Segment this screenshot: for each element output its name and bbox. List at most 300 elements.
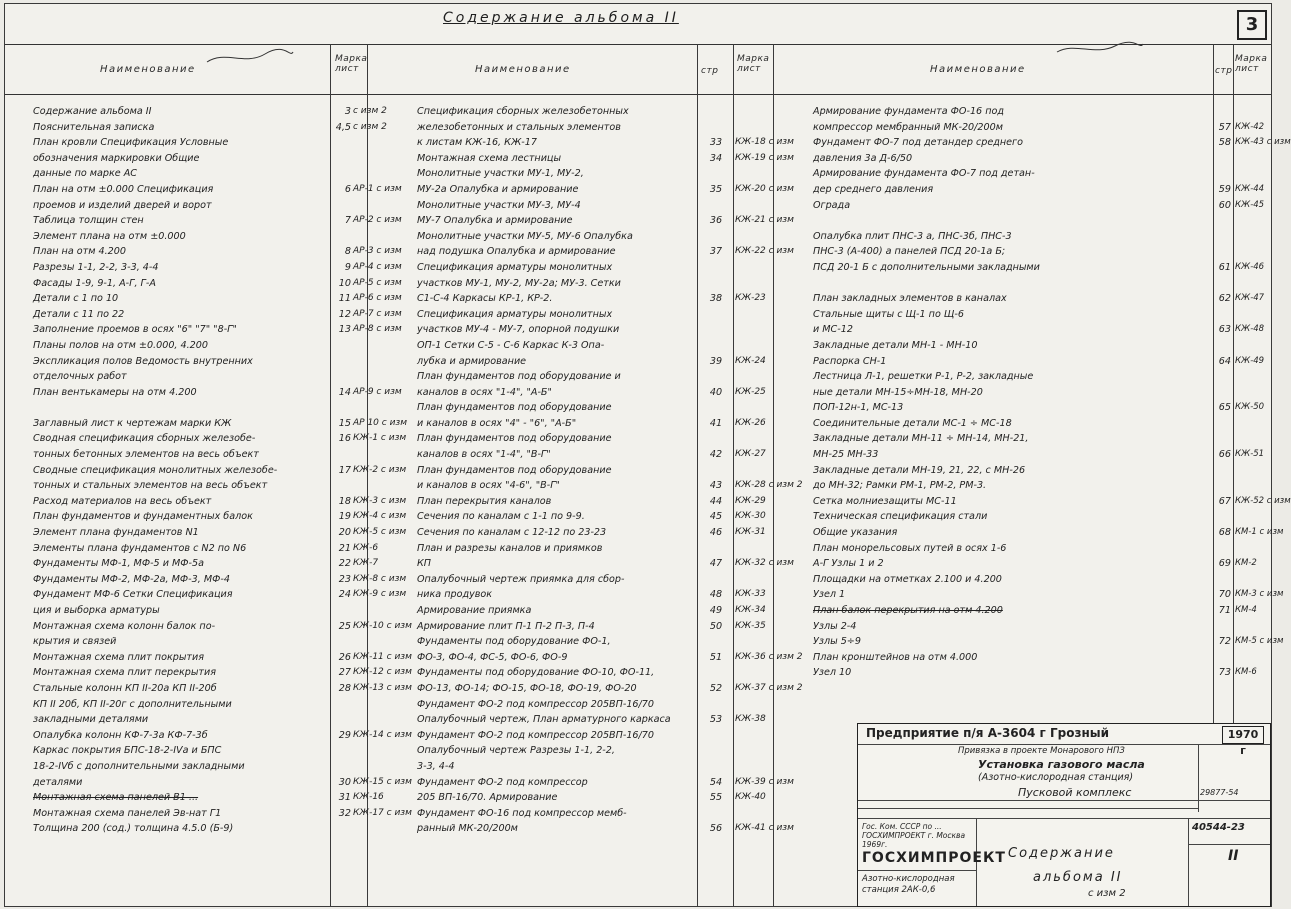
list-item-page: 19 [338,511,351,523]
list-item-mark: КЖ-8 с изм [353,573,407,584]
list-item-mark [353,447,419,463]
list-item-page: 21 [338,542,351,554]
signature-scribble [1055,40,1145,58]
list-item-name: КП II 20б, КП II-20г с дополнительными [33,698,232,710]
list-item-name: Фундамент ФО-2 под компрессор [417,776,588,788]
list-item-name: План закладных элементов в каналах [813,293,1007,305]
list-item-page: 44 [709,495,723,507]
list-item-page: 32 [338,807,351,819]
list-item-page: 67 [1218,495,1231,507]
list-item-mark: КЖ-40 [735,792,766,803]
list-item-name: к листам КЖ-16, КЖ-17 [417,137,537,149]
list-item-page: 15 [338,417,351,429]
list-item-name: отделочных работ [33,371,127,383]
list-item-name: Монтажная схема панелей В1 ... [33,792,199,804]
list-item-name: ПОП-12н-1, МС-13 [813,402,904,414]
list-item-mark [353,759,419,775]
list-item-page: 17 [338,464,351,476]
list-item-page [699,728,733,744]
list-item-page [331,634,351,650]
list-item-name: дер среднего давления [813,183,934,195]
list-item-name [813,213,1211,229]
list-item-page [1195,369,1231,385]
list-item-mark: КЖ-16 [353,792,384,803]
list-item-name: участков МУ-4 - МУ-7, опорной подушки [417,324,620,336]
list-item-mark: КЖ-31 [735,527,766,538]
list-item-mark: АР-9 с изм [353,386,402,397]
list-item-mark [1235,307,1271,323]
col3-names [813,104,1211,681]
list-item-mark: АР 10 с изм [353,417,407,428]
list-item-page [699,338,733,354]
list-item-name: Опалубка плит ПНС-3 а, ПНС-3б, ПНС-3 [813,230,1012,242]
list-item-mark: КЖ-48 [1235,324,1265,335]
list-item-mark [735,431,815,447]
list-item-mark [1235,541,1271,557]
list-item-mark: КЖ-35 [735,620,766,631]
list-item-page [699,431,733,447]
list-item-name: Сечения по каналам с 12-12 по 23-23 [417,527,607,539]
list-item-name: Фундамент МФ-6 Сетки Спецификация [33,589,233,601]
list-item-mark: КЖ-1 с изм [353,433,407,444]
list-item-page: 43 [709,480,723,492]
list-item-page [699,572,733,588]
revision: с изм 2 [1088,888,1126,899]
list-item-mark: КЖ-11 с изм [353,651,412,662]
list-item-page [1195,431,1231,447]
list-item-page: 55 [709,792,723,804]
list-item-page: 49 [709,605,723,616]
list-item-name: План вентькамеры на отм 4.200 [33,386,197,398]
list-item-mark: КЖ-38 [735,714,766,725]
list-item-name: Фундаменты МФ-2, МФ-2а, МФ-3, МФ-4 [33,573,230,585]
list-item-page [331,151,351,167]
list-item-name: А-Г Узлы 1 и 2 [813,558,884,570]
list-item-mark [1235,509,1271,525]
list-item-name: Сетка молниезащиты МС-11 [813,495,957,507]
list-item-mark: КЖ-29 [735,495,766,506]
list-item-page: 20 [338,527,351,539]
list-item-page [699,697,733,713]
list-item-mark: КЖ-44 [1235,183,1265,194]
list-item-page: 27 [338,667,351,679]
list-item-mark: КЖ-15 с изм [353,776,412,787]
list-item-name: ранный МК-20/200м [417,823,518,835]
list-item-page: 72 [1218,636,1231,648]
list-item-name: ция и выборка арматуры [33,605,160,616]
list-item-mark [735,369,815,385]
list-item-name: Армирование приямка [417,605,532,616]
list-item-page [699,743,733,759]
station-name: Азотно-кислородная станция 2АК-0,6 [862,874,955,895]
list-item-name: Ограда [813,199,851,211]
list-item-name: Сводные спецификация монолитных железобе- [33,464,278,476]
list-item-mark: КЖ-4 с изм [353,511,407,522]
list-item-page: 29 [338,729,351,741]
list-item-mark: АР-8 с изм [353,324,402,335]
col3-mark-header: Марка лист [1235,54,1268,74]
col2-mark-header: Марка лист [737,54,770,74]
list-item-name: План балок перекрытия на отм 4.200 [813,605,1003,616]
list-item-page [699,369,733,385]
list-item-page: 68 [1218,527,1231,539]
col3-marks [1235,104,1291,681]
list-item-page: 33 [709,137,723,149]
list-item-name: железобетонных и стальных элементов [417,121,621,133]
list-item-name: до МН-32; Рамки РМ-1, РМ-2, РМ-3. [813,480,987,492]
list-item-mark: КЖ-47 [1235,293,1265,304]
list-item-name: План перекрытия каналов [417,495,552,507]
album-name: альбома II [1033,870,1123,885]
list-item-page: 57 [1218,121,1231,133]
list-item-name: План на отм ±0.000 Спецификация [33,183,214,195]
list-item-mark: КЖ-50 [1235,402,1265,413]
list-item-name: Заполнение проемов в осях "6" "7" "8-Г" [33,324,237,336]
list-item-name: Фундаменты под оборудование ФО-10, ФО-11, [417,667,655,679]
list-item-mark [1235,229,1271,245]
list-item-page: 54 [709,776,723,788]
list-item-name: ПСД 20-1 Б с дополнительными закладными [813,261,1040,273]
list-item-mark: КЖ-51 [1235,449,1265,460]
list-item-page [1195,463,1231,479]
list-item-page [1195,307,1231,323]
list-item-mark: КЖ-5 с изм [353,527,407,538]
list-item-page: 61 [1218,261,1231,273]
list-item-page [699,198,733,214]
list-item-name: Монтажная схема плит перекрытия [33,667,217,679]
list-item-page: 24 [338,589,351,601]
list-item-mark: КЖ-49 [1235,355,1265,366]
list-item-mark [353,229,419,245]
list-item-page [1195,151,1231,167]
list-item-mark: КЖ-43 с изм [1235,137,1291,148]
list-item-name: План фундаментов под оборудование [417,464,612,476]
list-item-mark [1235,431,1271,447]
list-item-page: 52 [709,682,723,694]
list-item-name: Фундамент ФО-7 под детандер среднего [813,137,1023,149]
list-item-name: Лестница Л-1, решетки Р-1, Р-2, закладные [813,371,1034,383]
list-item-mark: с изм 2 [353,121,387,132]
list-item-mark: КЖ-13 с изм [353,682,412,693]
list-item-name: Заглавный лист к чертежам марки КЖ [33,417,232,429]
list-item-page: 56 [709,823,723,835]
list-item-mark [735,665,815,681]
list-item-page: 50 [709,620,723,632]
list-item-page: 8 [344,246,351,258]
list-item-page [1195,650,1231,666]
list-item-name: крытия и связей [33,636,117,648]
list-item-mark: АР-2 с изм [353,215,402,226]
list-item-mark [735,759,815,775]
list-item-page: 46 [709,527,723,539]
divider [733,44,734,906]
list-item-name: компрессор мембранный МК-20/200м [813,121,1003,133]
list-item-page [699,276,733,292]
project-line-1: Установка газового масла [978,758,1145,771]
list-item-mark: АР-1 с изм [353,183,402,194]
list-item-page [331,759,351,775]
col1-marks [353,104,419,837]
list-item-page [699,541,733,557]
list-item-mark: КЖ-7 [353,558,379,569]
list-item-name: Стальные колонн КП II-20а КП II-20б [33,682,217,694]
list-item-name: Толщина 200 (сод.) толщина 4.5.0 (Б-9) [33,823,234,835]
list-item-name: Фундаменты под оборудование ФО-1, [417,636,611,648]
list-item-name: Планы полов на отм ±0.000, 4.200 [33,339,208,351]
list-item-mark: КЖ-26 [735,417,766,428]
col2-pages [699,104,733,837]
list-item-mark [1235,369,1271,385]
list-item-mark: АР-7 с изм [353,308,402,319]
col1-mark-header: Марка лист [335,54,368,74]
list-item-name: проемов и изделий дверей и ворот [33,199,212,211]
list-item-page [1195,572,1231,588]
list-item-page [331,369,351,385]
list-item-name: ФО-13, ФО-14; ФО-15, ФО-18, ФО-19, ФО-20 [417,682,637,694]
list-item-name: Монолитные участки МУ-1, МУ-2, [417,168,584,180]
list-item-page [331,603,351,619]
list-item-name: тонных бетонных элементов на весь объект [33,449,259,461]
list-item-page [699,307,733,323]
list-item-name: Распорка СН-1 [813,355,887,367]
list-item-name: Опалубка колонн КФ-7-3а КФ-7-3б [33,729,208,741]
list-item-page: 7 [344,215,351,227]
drawing-title: Содержание [1008,846,1115,861]
list-item-mark [1235,104,1271,120]
list-item-name: Опалубочный чертеж, План арматурного каркаса [417,714,671,726]
list-item-name: Техническая спецификация стали [813,511,988,523]
list-item-page [699,665,733,681]
list-item-name: ПНС-3 (А-400) а панелей ПСД 20-1а Б; [813,246,1006,258]
list-item-mark [1235,463,1271,479]
list-item-page [1195,338,1231,354]
list-item-name: План монорельсовых путей в осях 1-6 [813,542,1007,554]
list-item-name: тонных и стальных элементов на весь объект [33,480,268,492]
list-item-mark [735,260,815,276]
list-item-page: 48 [709,589,723,601]
list-item-name: Элементы плана фундаментов с N2 по N6 [33,542,247,554]
list-item-mark: КЖ-25 [735,386,766,397]
list-item-page [331,400,351,416]
list-item-name: Сечения по каналам с 1-1 по 9-9. [417,511,585,523]
list-item-name: План кронштейнов на отм 4.000 [813,651,978,663]
list-item-mark: КЖ-9 с изм [353,589,407,600]
list-item-page [331,712,351,728]
list-item-mark [1235,244,1271,260]
list-item-page [331,478,351,494]
list-item-mark [735,463,815,479]
list-item-name: лубка и армирование [417,355,527,367]
list-item-mark: АР-3 с изм [353,246,402,257]
list-item-page: 9 [344,261,351,273]
list-item-name: Монтажная схема колонн балок по- [33,620,216,632]
list-item-name: и МС-12 [813,324,853,336]
list-item-mark: КЖ-45 [1235,199,1265,210]
list-item-page: 42 [709,449,723,461]
list-item-mark: КЖ-19 с изм [735,152,794,163]
list-item-name: Опалубочный чертеж приямка для сбор- [417,573,625,585]
list-item-mark [353,338,419,354]
list-item-name: каналов в осях "1-4", "А-Б" [417,386,552,398]
list-item-mark: КЖ-32 с изм [735,558,794,569]
list-item-page: 23 [338,573,351,585]
title-block [857,723,1271,907]
list-item-page: 26 [338,651,351,663]
list-item-mark [735,338,815,354]
list-item-page: 66 [1218,449,1231,461]
list-item-name: Спецификация арматуры монолитных [417,308,613,320]
list-item-name: Соединительные детали МС-1 ÷ МС-18 [813,417,1012,429]
list-item-mark [735,104,815,120]
list-item-page [331,354,351,370]
list-item-name: Армирование фундамента ФО-7 под детан- [813,168,1035,180]
list-item-mark [735,806,815,822]
list-item-name: 205 ВП-16/70. Армирование [417,792,558,804]
list-item-mark [1235,151,1271,167]
list-item-page: 30 [338,776,351,788]
list-item-mark [735,400,815,416]
list-item-page: 31 [338,792,351,804]
list-item-page: 13 [338,324,351,336]
list-item-page: 25 [338,620,351,632]
list-item-mark: КЖ-17 с изм [353,807,412,818]
binding-note: Привязка в проекте Монарового НПЗ [958,746,1125,756]
list-item-mark: КЖ-20 с изм [735,183,794,194]
list-item-page [331,198,351,214]
list-item-page: 18 [338,495,351,507]
list-item-mark: КЖ-27 [735,449,766,460]
list-item-mark: КЖ-18 с изм [735,137,794,148]
list-item-name: Содержание альбома II [33,106,152,117]
list-item-page [331,166,351,182]
list-item-page: 59 [1218,183,1231,195]
list-item-page [1195,478,1231,494]
list-item-page [1195,509,1231,525]
divider [697,44,698,906]
list-item-mark: КЖ-3 с изм [353,495,407,506]
list-item-mark [353,821,419,837]
sheet-title: Содержание альбома II [443,10,679,26]
signature-scribble [205,46,295,68]
list-item-mark [735,198,815,214]
list-item-page: 39 [709,355,723,367]
list-item-page [331,821,351,837]
list-item-name: Фундамент ФО-16 под компрессор мемб- [417,807,627,819]
list-item-mark: КЖ-21 с изм [735,215,794,226]
list-item-page: 65 [1218,402,1231,414]
list-item-mark [735,743,815,759]
list-item-name: и каналов в осях "4" - "6", "А-Б" [417,417,577,429]
list-item-name: Детали с 1 по 10 [33,293,119,305]
list-item-mark [735,307,815,323]
list-item-mark [1235,276,1271,292]
list-item-page: 63 [1218,324,1231,336]
list-item-mark [735,728,815,744]
list-item-mark: АР-6 с изм [353,293,402,304]
album-roman: II [1228,848,1239,864]
list-item-mark [1235,416,1271,432]
list-item-name: Закладные детали МН-19, 21, 22, с МН-26 [813,464,1026,476]
list-item-name: МН-25 МН-33 [813,449,879,461]
list-item-page: 35 [709,183,723,195]
list-item-name: и каналов в осях "4-6", "В-Г" [417,480,560,492]
list-item-page: 71 [1218,605,1231,616]
list-item-mark: КЖ-36 с изм 2 [735,651,803,662]
list-item-page: 58 [1218,137,1231,149]
list-item-name: ные детали МН-15÷МН-18, МН-20 [813,386,983,398]
list-item-mark: КЖ-28 с изм 2 [735,480,803,491]
list-item-mark [353,166,419,182]
list-item-page: 4,5 [335,121,351,133]
list-item-page: 60 [1218,199,1231,211]
list-item-name: План кровли Спецификация Условные [33,137,229,149]
list-item-name: Монолитные участки МУ-3, МУ-4 [417,199,581,211]
list-item-page: 51 [709,651,723,663]
list-item-name: Монтажная схема плит покрытия [33,651,204,663]
list-item-mark [1235,385,1271,401]
list-item-name: Экспликация полов Ведомость внутренних [33,355,253,367]
project-line-2: (Азотно-кислородная станция) [978,772,1134,783]
list-item-name: 3-3, 4-4 [417,760,455,772]
list-item-page [699,120,733,136]
list-item-page [1195,229,1231,245]
list-item-mark [353,634,419,650]
list-item-name: Армирование фундамента ФО-16 под [813,106,1004,117]
designer-short: ГОСХИМПРОЕКТ [862,850,1006,866]
list-item-name: Фундамент ФО-2 под компрессор 205ВП-16/70 [417,729,654,741]
list-item-page [1195,619,1231,635]
list-item-mark [735,166,815,182]
list-item-page [331,447,351,463]
list-item-name: давления 3а Д-6/50 [813,152,913,164]
list-item-name: Фасады 1-9, 9-1, А-Г, Г-А [33,277,156,289]
list-item-page: 73 [1218,667,1231,679]
list-item-name: над подушка Опалубка и армирование [417,246,616,258]
project-line-3: Пусковой комплекс [1018,786,1132,799]
list-item-name: Элемент плана на отм ±0.000 [33,230,186,242]
list-item-name [33,400,328,416]
list-item-page [699,322,733,338]
list-item-name: План на отм 4.200 [33,246,126,258]
list-item-name: ФО-3, ФО-4, ФС-5, ФО-6, ФО-9 [417,651,568,663]
list-item-mark: КЖ-2 с изм [353,464,407,475]
col1-names [33,104,328,837]
list-item-mark: АР-5 с изм [353,277,402,288]
col2-name-header: Наименование [475,64,571,75]
list-item-page: 37 [709,246,723,258]
list-item-mark: КМ-5 с изм [1235,636,1284,647]
list-item-page: 47 [709,558,723,570]
list-item-mark: с изм 2 [353,106,387,116]
list-item-name: Фундамент ФО-2 под компрессор 205ВП-16/70 [417,698,654,710]
list-item-mark: КЖ-33 [735,589,766,600]
list-item-mark [1235,650,1271,666]
list-item-mark: КЖ-39 с изм [735,776,794,787]
list-item-mark [735,541,815,557]
list-item-name: Узлы 5÷9 [813,636,861,648]
col3-name-header: Наименование [930,64,1026,75]
list-item-page [331,135,351,151]
list-item-name: Спецификация арматуры монолитных [417,261,613,273]
list-item-mark [735,120,815,136]
list-item-mark [353,135,419,151]
list-item-mark [735,322,815,338]
list-item-page: 28 [338,682,351,694]
list-item-page: 38 [709,293,723,305]
list-item-name: Таблица толщин стен [33,215,144,227]
list-item-name: Элемент плана фундаментов N1 [33,527,199,539]
list-item-page [699,759,733,775]
